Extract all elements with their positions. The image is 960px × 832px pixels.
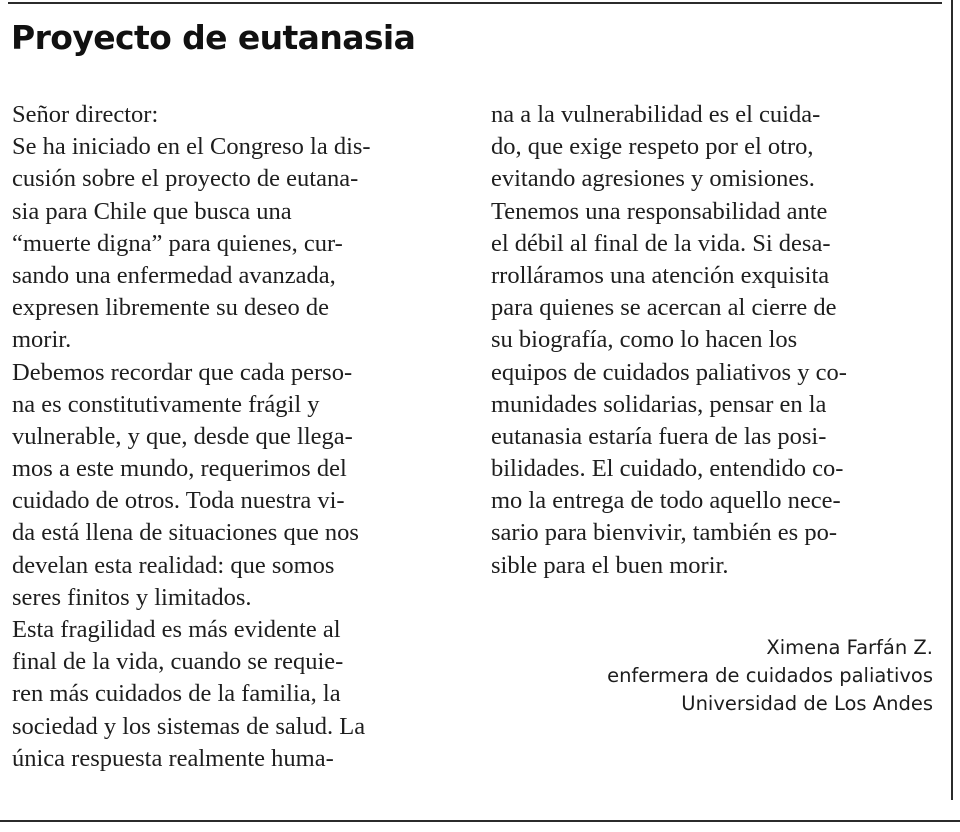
author-institution: Universidad de Los Andes xyxy=(681,692,933,715)
body-line: munidades solidarias, pensar en la xyxy=(491,390,827,418)
body-line: mo la entrega de todo aquello nece- xyxy=(491,487,841,515)
body-line: mos a este mundo, requerimos del xyxy=(12,455,347,483)
article-body-left-column xyxy=(12,99,457,775)
body-line: equipos de cuidados paliativos y co- xyxy=(491,358,847,386)
body-line: cuidado de otros. Toda nuestra vi- xyxy=(12,487,345,515)
body-line: evitando agresiones y omisiones. xyxy=(491,165,815,193)
body-line: Debemos recordar que cada perso- xyxy=(12,358,353,386)
body-line: expresen libremente su deseo de xyxy=(12,294,330,322)
author-signature xyxy=(607,634,933,718)
body-line: cusión sobre el proyecto de eutana- xyxy=(12,165,359,193)
article-headline: Proyecto de eutanasia xyxy=(11,18,416,57)
body-line: bilidades. El cuidado, entendido co- xyxy=(491,455,844,483)
author-name: Ximena Farfán Z. xyxy=(766,636,933,659)
article-body-right-column xyxy=(491,99,936,582)
body-line: sando una enfermedad avanzada, xyxy=(12,261,336,289)
body-line: rrolláramos una atención exquisita xyxy=(491,261,830,289)
body-line: su biografía, como lo hacen los xyxy=(491,326,798,354)
body-line: sia para Chile que busca una xyxy=(12,197,292,225)
column-divider-rule xyxy=(951,0,953,800)
top-rule xyxy=(8,2,942,4)
body-line: na a la vulnerabilidad es el cuida- xyxy=(491,101,821,128)
body-line: vulnerable, y que, desde que llega- xyxy=(12,422,353,450)
body-line: Señor director: xyxy=(12,101,159,128)
body-line: Tenemos una responsabilidad ante xyxy=(491,197,828,225)
body-line: final de la vida, cuando se requie- xyxy=(12,648,344,676)
body-line: sario para bienvivir, también es po- xyxy=(491,519,837,547)
body-line: sociedad y los sistemas de salud. La xyxy=(12,712,366,740)
body-line: na es constitutivamente frágil y xyxy=(12,390,320,418)
author-role: enfermera de cuidados paliativos xyxy=(607,664,933,687)
body-line: única respuesta realmente huma- xyxy=(12,744,334,772)
body-line: do, que exige respeto por el otro, xyxy=(491,133,814,161)
body-line: sible para el buen morir. xyxy=(491,551,729,579)
body-line: da está llena de situaciones que nos xyxy=(12,519,359,547)
body-line: ren más cuidados de la familia, la xyxy=(12,680,341,708)
body-line: el débil al final de la vida. Si desa- xyxy=(491,229,831,257)
body-line: para quienes se acercan al cierre de xyxy=(491,294,837,322)
body-line: eutanasia estaría fuera de las posi- xyxy=(491,422,827,450)
body-line: develan esta realidad: que somos xyxy=(12,551,335,579)
body-line: Se ha iniciado en el Congreso la dis- xyxy=(12,133,371,161)
body-line: seres finitos y limitados. xyxy=(12,583,252,611)
body-line: morir. xyxy=(12,326,72,354)
bottom-rule xyxy=(0,820,960,822)
body-line: Esta fragilidad es más evidente al xyxy=(12,616,341,643)
body-line: “muerte digna” para quienes, cur- xyxy=(12,229,343,257)
